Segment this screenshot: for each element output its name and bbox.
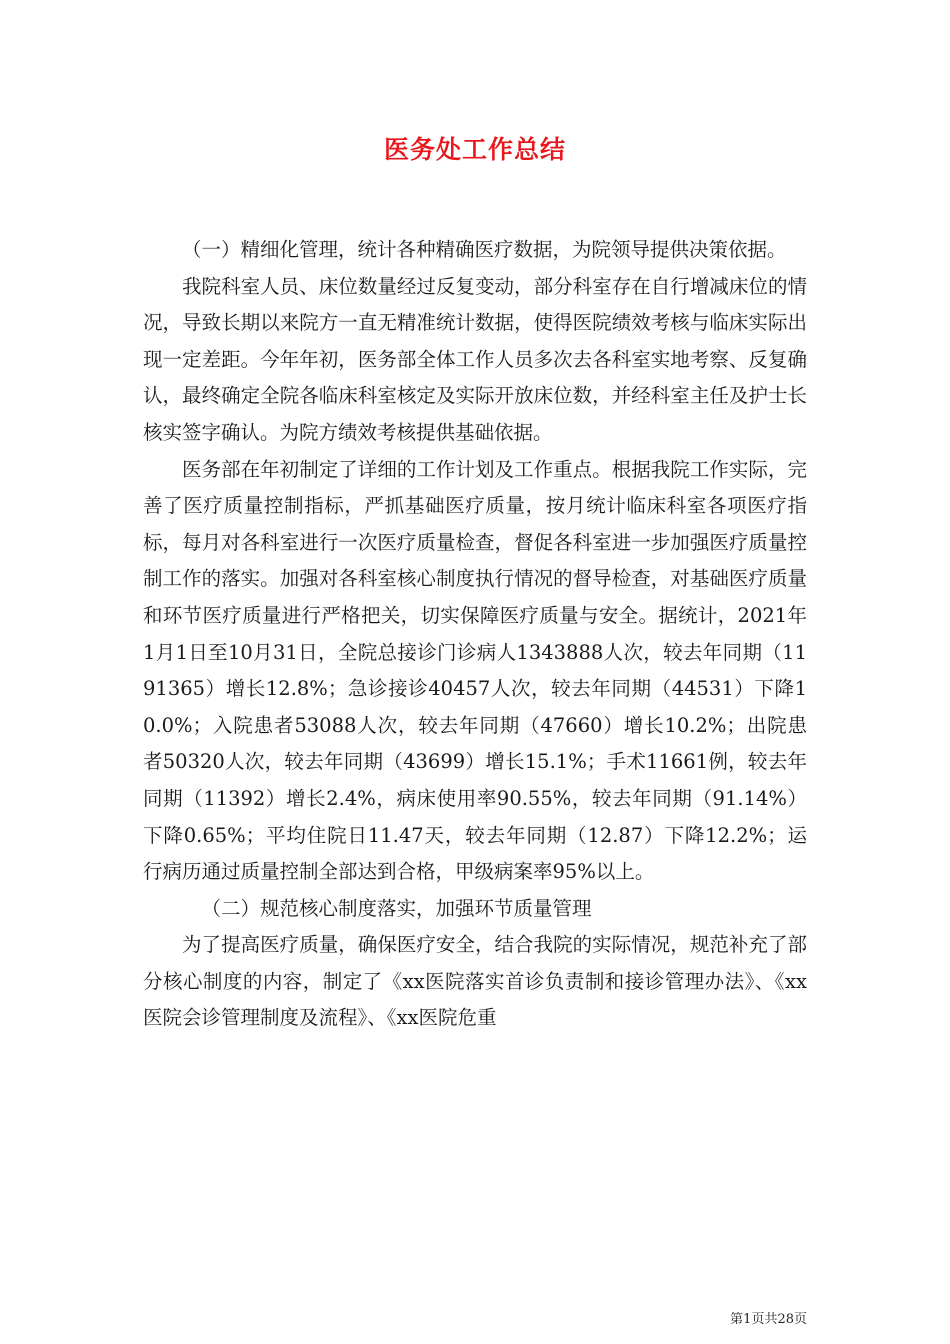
paragraph-core-system: 为了提高医疗质量，确保医疗安全，结合我院的实际情况，规范补充了部分核心制度的内容，制定了《xx医院落实首诊负责制和接诊管理办法》、《xx医院会诊管理制度及流程》、《xx医院危重: [143, 933, 807, 1030]
paragraph-section-one-heading: （一）精细化管理，统计各种精确医疗数据，为院领导提供决策依据。: [182, 238, 787, 261]
document-body: [143, 232, 807, 1037]
document-title: 医务处工作总结: [383, 135, 566, 164]
page-number-footer: 第1页共28页: [730, 1312, 807, 1327]
paragraph-quality-statistics: 医务部在年初制定了详细的工作计划及工作重点。根据我院工作实际，完善了医疗质量控制指标，严抓基础医疗质量，按月统计临床科室各项医疗指标，每月对各科室进行一次医疗质量检查，督促各科室进一步加强医疗质量控制工作的落实。加强对各科室核心制度执行情况的督导检查，对基础医疗质量和环节医疗质量进行严格把关，切实保障医疗质量与安全。据统计，2021年1月1日至10月31日，全院总接诊门诊病人1343888人次，较去年同期（1191365）增长12.8%；急诊接诊40457人次，较去年同期（44531）下降10.0%；入院患者53088人次，较去年同期（47660）增长10.2%；出院患者50320人次，较去年同期（43699）增长15.1%；手术11661例，较去年同期（11392）增长2.4%，病床使用率90.55%，较去年同期（91.14%）下降0.65%；平均住院日11.47天，较去年同期（12.87）下降12.2%；运行病历通过质量控制全部达到合格，甲级病案率95%以上。: [143, 457, 807, 884]
paragraph-bed-statistics: 我院科室人员、床位数量经过反复变动，部分科室存在自行增减床位的情况，导致长期以来院方一直无精准统计数据，使得医院绩效考核与临床实际出现一定差距。今年年初，医务部全体工作人员多次去各科室实地考察、反复确认，最终确定全院各临床科室核定及实际开放床位数，并经科室主任及护士长核实签字确认。为院方绩效考核提供基础依据。: [143, 274, 807, 444]
paragraph-section-two-heading: （二）规范核心制度落实，加强环节质量管理: [201, 896, 592, 920]
